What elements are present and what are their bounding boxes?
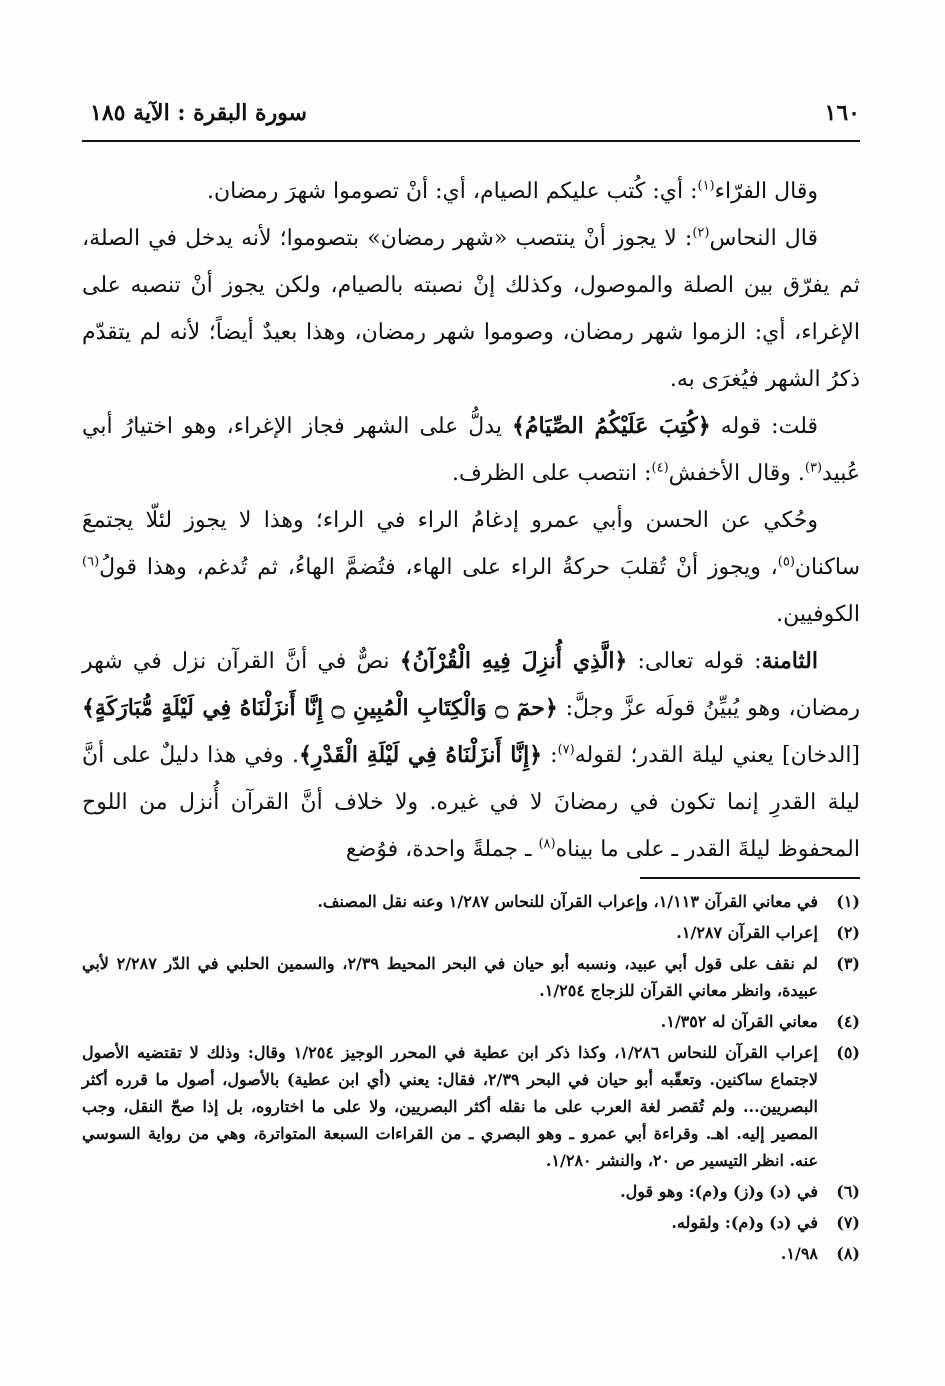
footnotes	[82, 888, 860, 1271]
footnote-ref: (٢)	[692, 225, 710, 241]
footnote-text: في (د) و(م): ولقوله.	[671, 1213, 818, 1232]
quran-verse: ﴿كُتِبَ عَلَيْكُمُ الصِّيَامُ﴾	[512, 413, 711, 439]
page-number: ١٦٠	[824, 100, 860, 126]
footnote-number: (٨)	[836, 1244, 860, 1263]
footnote-number: (٧)	[836, 1213, 860, 1232]
quran-verse: ﴿إِنَّا أَنزَلْنَاهُ فِي لَيْلَةِ الْقَدْرِ﴾	[299, 742, 543, 768]
header-rule	[82, 140, 860, 142]
footnote	[82, 1039, 860, 1174]
running-title: سورة البقرة : الآية ١٨٥	[90, 100, 307, 126]
footnote	[82, 1240, 860, 1267]
footnote-ref: (٥)	[777, 554, 795, 570]
footnote	[82, 1008, 860, 1035]
footnote-ref: (٤)	[651, 460, 669, 476]
footnote-text: لم نقف على قول أبي عبيد، ونسبه أبو حيان في البحر المحيط ٢/٣٩، والسمين الحلبي في الدّر ٢/٢٨٧ لأبي عبيدة، وانظر معاني القرآن للزجاج ١/٢٥٤.	[82, 954, 819, 1000]
footnote-ref: (١)	[697, 178, 715, 194]
quran-verse: ﴿حمٓ ۝ وَالْكِتَابِ الْمُبِينِ ۝ إِنَّا أَنزَلْنَاهُ فِي لَيْلَةٍ مُّبَارَكَةٍ﴾	[82, 695, 558, 721]
quran-verse: ﴿الَّذِي أُنزِلَ فِيهِ الْقُرْآنُ﴾	[399, 648, 628, 674]
paragraph-3: قلت: قوله ﴿كُتِبَ عَلَيْكُمُ الصِّيَامُ﴾ يدلُّ على الشهر فجاز الإغراء، وهو اختيارُ أبي عُبيد$^{(٣)}$. وقال الأخفش$^{(٤)}$: انتصب على الظرف.	[82, 413, 860, 486]
footnote-number: (٤)	[836, 1012, 860, 1031]
footnote-separator	[640, 877, 860, 879]
footnote-ref: (٦)	[82, 554, 100, 570]
main-text	[82, 168, 860, 873]
footnote-ref: (٨)	[538, 836, 556, 852]
footnote-number: (٢)	[836, 923, 860, 942]
footnote-number: (٦)	[836, 1182, 860, 1201]
footnote-number: (٣)	[836, 954, 860, 973]
footnote-text: في معاني القرآن ١/١١٣، وإعراب القرآن للنحاس ١/٢٨٧ وعنه نقل المصنف.	[317, 892, 818, 911]
footnote-text: معاني القرآن له ١/٣٥٢.	[660, 1012, 818, 1031]
footnote	[82, 1178, 860, 1205]
footnote-ref: (٣)	[804, 460, 823, 476]
footnote	[82, 950, 860, 1004]
footnote-number: (٥)	[836, 1043, 860, 1062]
footnote-number: (١)	[836, 892, 860, 911]
footnote	[82, 919, 860, 946]
paragraph-1: وقال الفرّاء$^{(١)}$: أي: كُتب عليكم الصيام، أي: أنْ تصوموا شهرَ رمضان.	[206, 178, 818, 204]
paragraph-4: وحُكي عن الحسن وأبي عمرو إدغامُ الراء في الراء؛ وهذا لا يجوز لئلّا يجتمعَ ساكنان$^{(٥)}$، ويجوز أنْ تُقلبَ حركةُ الراء على الهاء، فتُضمَّ الهاءُ، ثم تُدغم، وهذا قولُ$^{(٦)}$ الكوفيين.	[82, 508, 860, 627]
footnote-text: في (د) و(ز) و(م): وهو قول.	[620, 1182, 818, 1201]
footnote	[82, 888, 860, 915]
footnote-text: ١/٩٨.	[780, 1244, 818, 1263]
section-lead: الثامنة	[761, 648, 818, 674]
page-header	[90, 96, 860, 130]
footnote-text: إعراب القرآن للنحاس ١/٢٨٦، وكذا ذكر ابن عطية في المحرر الوجيز ١/٢٥٤ وقال: وذلك لا تقتضيه الأصول لاجتماع ساكنين. وتعقّبه أبو حيان في البحر ٢/٣٩، فقال: يعني (أي ابن عطية) بالأصول، أصول ما قرره أكثر البصريين... ولم تُقصر لغة العرب على ما نقله أكثر البصريين، ولا على ما اختاروه، بل إذا صحّ النقل، وجب المصير إليه. اهـ. وقراءة أبي عمرو ـ وهو البصري ـ من القراءات السبعة المتواترة، وهي من رواية السوسي عنه. انظر التيسير ص ٢٠، والنشر ١/٢٨٠.	[82, 1043, 818, 1170]
paragraph-2: قال النحاس$^{(٢)}$: لا يجوز أنْ ينتصب «شهر رمضان» بتصوموا؛ لأنه يدخل في الصلة، ثم يفرّق بين الصلة والموصول، وكذلك إنْ نصبته بالصيام، ولكن يجوز أنْ تنصبه على الإغراء، أي: الزموا شهر رمضان، وصوموا شهر رمضان، وهذا بعيدٌ أيضاً؛ لأنه لم يتقدّم ذكرُ الشهر فيُغرَى به.	[82, 225, 860, 392]
paragraph-5: الثامنة: قوله تعالى: ﴿الَّذِي أُنزِلَ فِيهِ الْقُرْآنُ﴾ نصٌّ في أنَّ القرآن نزل في شهر رمضان، وهو يُبيِّنُ قولَه عزَّ وجلَّ: ﴿حمٓ ۝ وَالْكِتَابِ الْمُبِينِ ۝ إِنَّا أَنزَلْنَاهُ فِي لَيْلَةٍ مُّبَارَكَةٍ﴾ [الدخان] يعني ليلة القدر؛ لقوله$^{(٧)}$: ﴿إِنَّا أَنزَلْنَاهُ فِي لَيْلَةِ الْقَدْرِ﴾. وفي هذا دليلٌ على أنَّ ليلة القدرِ إنما تكون في رمضانَ لا في غيره. ولا خلاف أنَّ القرآن أُنزل من اللوح المحفوظ ليلةَ القدر ـ على ما بيناه$^{(٨)}$ ـ جملةً واحدة، فوُضع	[82, 648, 861, 862]
footnote-text: إعراب القرآن ١/٢٨٧.	[676, 923, 818, 942]
footnote-ref: (٧)	[557, 742, 575, 758]
footnote	[82, 1209, 860, 1236]
